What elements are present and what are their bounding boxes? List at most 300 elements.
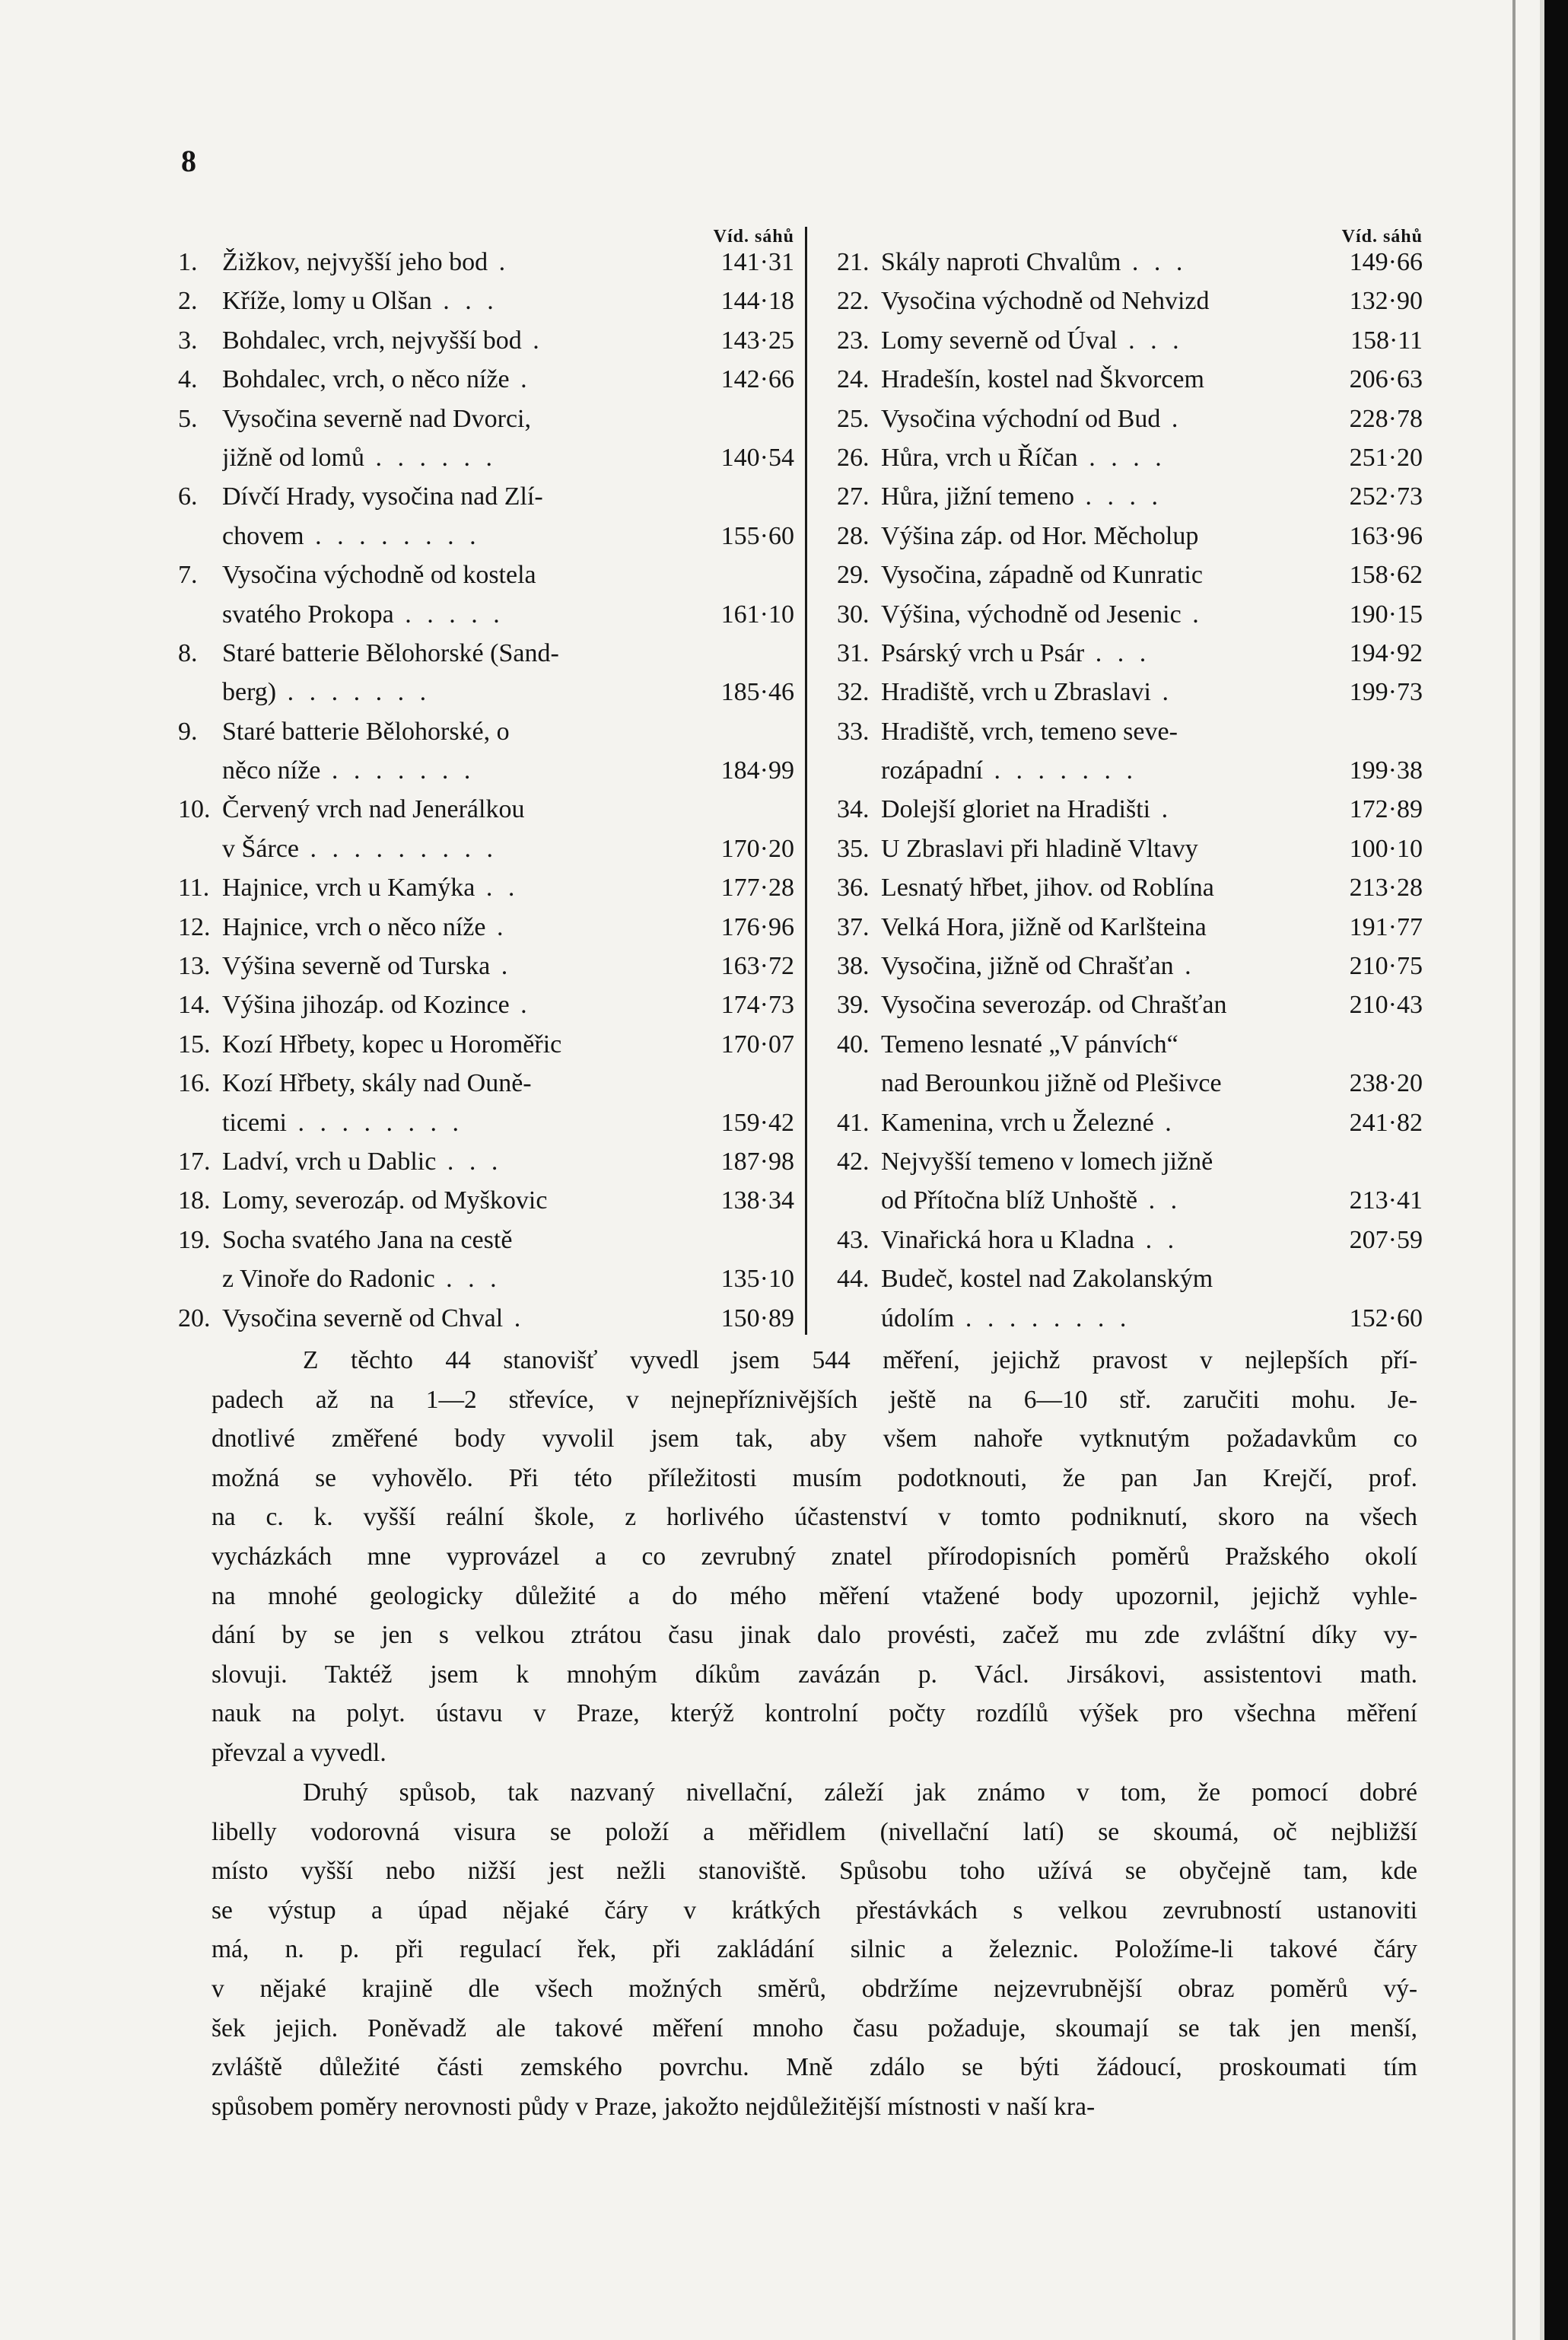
table-row (178, 912, 794, 952)
entry-elevation: 190·15 (1349, 600, 1423, 629)
text-line: slovuji. Taktéž jsem k mnohým díkům zavázán p. Václ. Jirsákovi, assistentovi math. (212, 1660, 1417, 1689)
entry-location (222, 913, 703, 942)
table-row (178, 991, 794, 1030)
table-row-continuation (837, 756, 1423, 795)
entry-number: 31. (837, 638, 870, 667)
entry-location-text: Dívčí Hrady, vysočina nad Zlí- (222, 482, 543, 511)
entry-location-text: Skály naproti Chvalům (881, 248, 1121, 276)
page-edge-line (1512, 0, 1516, 2340)
entry-location-text: Dolejší gloriet na Hradišti (881, 795, 1151, 824)
entry-location-text: Socha svatého Jana na cestě (222, 1225, 513, 1254)
entry-elevation: 140·54 (720, 443, 794, 472)
entry-location-text: Vysočina severozáp. od Chrašťan (881, 991, 1227, 1020)
entry-location (881, 287, 1331, 316)
entry-location-text: něco níže (222, 756, 321, 785)
entry-location (222, 874, 703, 903)
entry-number: 5. (178, 404, 198, 433)
entry-elevation: 191·77 (1349, 912, 1423, 941)
leader-dots: . (485, 912, 508, 941)
elevation-table-left-column (178, 221, 794, 1343)
entry-number: 43. (837, 1225, 870, 1254)
entry-location-text: Hůra, jižní temeno (881, 482, 1074, 511)
table-row (178, 952, 794, 991)
leader-dots: . . . (1121, 248, 1188, 276)
table-row (178, 795, 794, 834)
text-line: na c. k. vyšší reální škole, z horlivého účastenství v tomto podniknutí, skoro na všech (212, 1503, 1417, 1532)
table-row (178, 404, 794, 444)
entry-number: 14. (178, 991, 211, 1020)
entry-location-text: Nejvyšší temeno v lomech jižně (881, 1147, 1213, 1176)
entry-elevation: 199·73 (1349, 678, 1423, 707)
entry-location (881, 482, 1331, 511)
entry-number: 9. (178, 717, 198, 746)
column-divider (805, 227, 807, 1335)
table-row (837, 835, 1423, 874)
entry-location (222, 639, 703, 668)
entry-elevation: 161·10 (720, 600, 794, 629)
entry-location-text: v Šárce (222, 834, 300, 863)
entry-location (222, 365, 703, 394)
text-line: dání by se jen s velkou ztrátou času jinak dalo provésti, začež mu zde zvláštní díky vy- (212, 1621, 1417, 1650)
entry-number: 29. (837, 561, 870, 590)
text-line: libelly vodorovná visura se položí a měřidlem (nivellační latí) se skoumá, oč nejbližší (212, 1817, 1417, 1846)
entry-elevation: 177·28 (720, 874, 794, 903)
table-row (837, 991, 1423, 1030)
table-row-continuation (199, 444, 794, 482)
entry-location (881, 600, 1331, 629)
entry-location-text: Vysočina východně od Nehvizd (881, 287, 1210, 316)
entry-number: 33. (837, 717, 870, 746)
leader-dots: . (1150, 795, 1173, 824)
text-line: spůsobem poměry nerovnosti půdy v Praze, jakožto nejdůležitější místnosti v naší kra- (212, 2092, 1096, 2121)
entry-location-text: Vysočina, jižně od Chrašťan (881, 952, 1174, 981)
entry-number: 35. (837, 834, 870, 863)
text-line: má, n. p. při regulací řek, při zakládání silnic a železnic. Položíme-li takové čáry (212, 1935, 1417, 1964)
entry-elevation: 158·11 (1350, 326, 1423, 355)
leader-dots: . . . . (1077, 443, 1166, 472)
entry-location (222, 248, 703, 277)
entry-number: 11. (178, 874, 210, 903)
entry-number: 26. (837, 443, 870, 472)
leader-dots: . (509, 991, 532, 1020)
table-row (837, 718, 1423, 756)
entry-location-text: z Vinoře do Radonic (222, 1265, 435, 1294)
entry-location (881, 795, 1331, 824)
entry-location (881, 991, 1331, 1020)
entry-elevation: 132·90 (1349, 287, 1423, 316)
entry-number: 22. (837, 287, 870, 316)
entry-number: 6. (178, 482, 198, 511)
entry-elevation: 155·60 (720, 521, 794, 550)
text-line: místo vyšší nebo nižší jest nežli stanoviště. Spůsobu toho užívá se obyčejně tam, kde (212, 1857, 1417, 1886)
entry-location-text: Kříže, lomy u Olšan (222, 287, 432, 316)
entry-number: 30. (837, 600, 870, 629)
entry-number: 28. (837, 521, 870, 550)
entry-elevation: 210·75 (1349, 952, 1423, 981)
entry-location-text: Lomy, severozáp. od Myškovic (222, 1186, 548, 1215)
entry-location (881, 1069, 1331, 1098)
text-line: Z těchto 44 stanovišť vyvedl jsem 544 měření, jejichž pravost v nejlepších pří- (303, 1346, 1417, 1374)
entry-number: 2. (178, 287, 198, 316)
entry-location-text: Vysočina východně od kostela (222, 561, 536, 590)
entry-number: 17. (178, 1147, 211, 1176)
entry-location-text: U Zbraslavi při hladině Vltavy (881, 834, 1198, 863)
table-row (837, 1265, 1423, 1304)
entry-location-text: Hajnice, vrch o něco níže (222, 912, 486, 941)
entry-location-text: rozápadní (881, 756, 984, 785)
leader-dots: . . . . . . . (320, 756, 475, 785)
entry-location (881, 1030, 1331, 1059)
leader-dots: . . . . . . . . (304, 521, 481, 550)
entry-number: 42. (837, 1147, 870, 1176)
entry-number: 4. (178, 365, 198, 394)
entry-location (222, 835, 703, 864)
text-line: nauk na polyt. ústavu v Praze, kterýž kontrolní počty rozdílů výšek pro všechna měření (212, 1699, 1417, 1728)
entry-elevation: 135·10 (720, 1265, 794, 1294)
entry-elevation: 252·73 (1349, 482, 1423, 511)
entry-elevation: 159·42 (720, 1108, 794, 1137)
leader-dots: . . . (431, 287, 498, 316)
entry-location (881, 874, 1331, 903)
text-line: vycházkách mne vyprovázel a co zevrubný znatel přírodopisních poměrů Pražského okolí (212, 1542, 1417, 1571)
table-row (178, 482, 794, 521)
entry-location-text: od Přítočna blíž Unhoště (881, 1186, 1138, 1215)
table-row (837, 913, 1423, 952)
table-row-continuation (837, 1069, 1423, 1108)
entry-location (222, 1226, 703, 1255)
entry-elevation: 150·89 (720, 1304, 794, 1332)
entry-location (881, 1265, 1331, 1294)
entry-location (881, 248, 1331, 277)
leader-dots: . (503, 1304, 526, 1332)
entry-elevation: 184·99 (720, 756, 794, 785)
table-row-continuation (837, 1186, 1423, 1225)
entry-location (881, 756, 1331, 785)
table-row (837, 639, 1423, 678)
leader-dots: . (1173, 952, 1196, 981)
entry-location-text: Lomy severně od Úval (881, 326, 1118, 355)
leader-dots: . (1160, 404, 1183, 433)
entry-number: 18. (178, 1186, 211, 1215)
entry-elevation: 163·96 (1349, 521, 1423, 550)
text-line: Druhý spůsob, tak nazvaný nivellační, záleží jak známo v tom, že pomocí dobré (303, 1778, 1417, 1807)
entry-location (222, 795, 703, 824)
entry-location-text: Psárský vrch u Psár (881, 638, 1085, 667)
entry-number: 40. (837, 1030, 870, 1059)
table-row (837, 482, 1423, 521)
leader-dots: . . (475, 874, 520, 903)
entry-number: 15. (178, 1030, 211, 1059)
table-row (837, 1030, 1423, 1069)
leader-dots: . . . . . . . . . (299, 834, 498, 863)
entry-number: 16. (178, 1069, 211, 1098)
table-row (178, 1147, 794, 1186)
table-row (837, 326, 1423, 365)
entry-location (222, 952, 703, 981)
entry-elevation: 238·20 (1349, 1069, 1423, 1098)
entry-location-text: berg) (222, 678, 277, 707)
entry-location (222, 718, 703, 747)
entry-location-text: Bohdalec, vrch, nejvyšší bod (222, 326, 522, 355)
leader-dots: . . . (1117, 326, 1184, 355)
table-row (837, 444, 1423, 482)
entry-elevation: 174·73 (720, 991, 794, 1020)
table-row (837, 952, 1423, 991)
table-row (178, 248, 794, 287)
entry-location-text: ticemi (222, 1108, 287, 1137)
entry-elevation: 194·92 (1349, 638, 1423, 667)
entry-location (881, 913, 1331, 942)
text-line: se výstup a úpad nějaké čáry v krátkých přestávkách s velkou zevrubností ustanoviti (212, 1896, 1417, 1925)
entry-location-text: Hradiště, vrch u Zbraslavi (881, 678, 1151, 707)
entry-elevation: 100·10 (1349, 834, 1423, 863)
entry-location (881, 639, 1331, 668)
entry-location-text: Bohdalec, vrch, o něco níže (222, 365, 510, 394)
table-row-continuation (199, 1109, 794, 1148)
entry-location (222, 1030, 703, 1059)
entry-number: 38. (837, 952, 870, 981)
leader-dots: . . . . . . . . (286, 1108, 463, 1137)
entry-number: 23. (837, 326, 870, 355)
entry-location-text: Žižkov, nejvyšší jeho bod (222, 248, 488, 276)
leader-dots: . . . . . . (364, 443, 497, 472)
entry-number: 37. (837, 912, 870, 941)
entry-location (881, 1186, 1331, 1215)
entry-location-text: Výšina severně od Turska (222, 952, 491, 981)
leader-dots: . . . . . . . (276, 678, 431, 707)
table-row (178, 561, 794, 600)
entry-location-text: Temeno lesnaté „V pánvích“ (881, 1030, 1178, 1059)
entry-number: 3. (178, 326, 198, 355)
text-line: šek jejich. Poněvadž ale takové měření mnoho času požaduje, skoumají se tak jen menší, (212, 2014, 1417, 2042)
entry-location-text: Velká Hora, jižně od Karlšteina (881, 912, 1207, 941)
entry-number: 21. (837, 248, 870, 276)
table-row-continuation (199, 835, 794, 874)
table-row (178, 638, 794, 678)
entry-location-text: Vysočina východní od Bud (881, 404, 1161, 433)
leader-dots: . (490, 952, 513, 981)
entry-number: 13. (178, 952, 211, 981)
leader-dots: . . . . (1073, 482, 1162, 511)
entry-location (222, 1186, 703, 1215)
entry-location (222, 1109, 703, 1138)
entry-location (881, 678, 1331, 707)
table-row (837, 365, 1423, 404)
entry-location-text: Hradešín, kostel nad Škvorcem (881, 365, 1204, 394)
leader-dots: . (488, 248, 510, 276)
table-row-continuation (199, 600, 794, 639)
entry-elevation: 213·41 (1349, 1186, 1423, 1215)
entry-location-text: Červený vrch nad Jenerálkou (222, 795, 525, 824)
entry-location-text: Hůra, vrch u Říčan (881, 443, 1078, 472)
entry-location (881, 444, 1331, 473)
text-line: zvláště důležité části zemského povrchu. Mně zdálo se býti žádoucí, proskoumati tím (212, 2053, 1417, 2082)
entry-elevation: 142·66 (720, 365, 794, 394)
entry-elevation: 138·34 (720, 1186, 794, 1215)
entry-location (222, 326, 703, 355)
leader-dots: . . . (1084, 638, 1151, 667)
entry-number: 8. (178, 638, 198, 667)
column-header-left (199, 221, 794, 248)
entry-number: 27. (837, 482, 870, 511)
table-row (837, 561, 1423, 600)
entry-location (222, 1304, 703, 1333)
entry-location-text: Hajnice, vrch u Kamýka (222, 874, 475, 903)
table-row (178, 1030, 794, 1069)
entry-number: 7. (178, 561, 198, 590)
table-row-continuation (199, 678, 794, 717)
entry-location-text: Kozí Hřbety, skály nad Ouně- (222, 1069, 532, 1098)
entry-elevation: 170·07 (720, 1030, 794, 1059)
entry-elevation: 143·25 (720, 326, 794, 355)
leader-dots: . . (1134, 1225, 1179, 1254)
leader-dots: . (1153, 1108, 1176, 1137)
entry-location-text: Výšina záp. od Hor. Měcholup (881, 521, 1199, 550)
entry-location (222, 444, 703, 473)
column-header-right (837, 221, 1423, 248)
entry-elevation: 241·82 (1349, 1108, 1423, 1137)
entry-location-text: Ladví, vrch u Dablic (222, 1147, 437, 1176)
entry-location (222, 287, 703, 316)
text-line: v nějaké krajině dle všech možných směrů, obdržíme nejzevrubnější obraz poměrů vý- (212, 1974, 1417, 2003)
entry-location (222, 600, 703, 629)
entry-location (222, 756, 703, 785)
table-row (178, 326, 794, 365)
entry-location-text: Lesnatý hřbet, jihov. od Roblína (881, 874, 1214, 903)
table-row (837, 1226, 1423, 1265)
entry-elevation: 176·96 (720, 912, 794, 941)
table-row (178, 1069, 794, 1108)
entry-elevation: 158·62 (1349, 561, 1423, 590)
table-row (837, 287, 1423, 326)
entry-location (222, 1069, 703, 1098)
entry-location-text: Budeč, kostel nad Zakolanským (881, 1265, 1213, 1294)
entry-location-text: chovem (222, 521, 304, 550)
entry-location-text: svatého Prokopa (222, 600, 394, 629)
entry-elevation: 228·78 (1349, 404, 1423, 433)
table-row (178, 365, 794, 404)
entry-location (881, 835, 1331, 864)
entry-number: 34. (837, 795, 870, 824)
table-row (178, 1225, 794, 1265)
entry-location (881, 1304, 1331, 1333)
entry-location-text: Výšina, východně od Jesenic (881, 600, 1182, 629)
entry-location (881, 326, 1331, 355)
leader-dots: . . . (434, 1265, 501, 1294)
entry-elevation: 207·59 (1349, 1225, 1423, 1254)
table-row (837, 405, 1423, 444)
entry-number: 10. (178, 795, 211, 824)
leader-dots: . . (1137, 1186, 1182, 1215)
paragraph-measurements (212, 1341, 1417, 1773)
entry-elevation: 152·60 (1349, 1304, 1423, 1332)
entry-location (222, 678, 703, 707)
entry-number: 1. (178, 248, 198, 276)
entry-location-text: Výšina jihozáp. od Kozince (222, 991, 510, 1020)
text-line: převzal a vyvedl. (212, 1738, 386, 1767)
entry-location (881, 1109, 1331, 1138)
entry-number: 32. (837, 678, 870, 707)
entry-elevation: 206·63 (1349, 365, 1423, 394)
table-row (178, 287, 794, 326)
entry-elevation: 251·20 (1349, 443, 1423, 472)
table-row (178, 1186, 794, 1225)
table-row (837, 795, 1423, 834)
text-line: padech až na 1—2 střevíce, v nejnepříznivějších ještě na 6—10 stř. zaručiti mohu. Je- (212, 1385, 1417, 1414)
page-number: 8 (181, 144, 196, 178)
entry-location (881, 365, 1331, 394)
entry-elevation: 172·89 (1349, 795, 1423, 824)
table-row-continuation (199, 1265, 794, 1304)
entry-location-text: jižně od lomů (222, 443, 364, 472)
entry-location (881, 1226, 1331, 1255)
entry-elevation: 199·38 (1349, 756, 1423, 785)
column-header-left-label: Víd. sáhů (713, 227, 794, 247)
leader-dots: . . . . . (393, 600, 504, 629)
entry-number: 20. (178, 1304, 211, 1332)
entry-number: 24. (837, 365, 870, 394)
leader-dots: . . . . . . . (983, 756, 1138, 785)
entry-number: 19. (178, 1225, 211, 1254)
table-row (837, 874, 1423, 912)
entry-location (222, 1148, 703, 1176)
entry-location (222, 522, 703, 551)
entry-location-text: Kamenina, vrch u Železné (881, 1108, 1154, 1137)
table-row (837, 678, 1423, 717)
entry-location (881, 405, 1331, 434)
table-row (837, 600, 1423, 639)
entry-location-text: údolím (881, 1304, 955, 1332)
entry-location (222, 482, 703, 511)
entry-location-text: Staré batterie Bělohorské, o (222, 717, 510, 746)
table-row (837, 1148, 1423, 1186)
entry-location-text: Vysočina severně od Chval (222, 1304, 504, 1332)
entry-location (222, 561, 703, 590)
table-row-continuation (199, 756, 794, 795)
leader-dots: . (521, 326, 544, 355)
entry-number: 39. (837, 991, 870, 1020)
table-row (837, 248, 1423, 287)
entry-elevation: 144·18 (720, 287, 794, 316)
entry-location-text: Hradiště, vrch, temeno seve- (881, 717, 1178, 746)
entry-location-text: Vysočina severně nad Dvorci, (222, 404, 531, 433)
entry-location (881, 1148, 1331, 1176)
entry-number: 25. (837, 404, 870, 433)
entry-number: 12. (178, 912, 211, 941)
entry-number: 36. (837, 874, 870, 903)
entry-elevation: 149·66 (1349, 248, 1423, 276)
leader-dots: . (509, 365, 532, 394)
entry-location (222, 405, 703, 434)
table-row (178, 717, 794, 756)
entry-elevation: 185·46 (720, 678, 794, 707)
entry-location (222, 1265, 703, 1294)
entry-location (881, 522, 1331, 551)
leader-dots: . . . (436, 1147, 503, 1176)
entry-location-text: Vinařická hora u Kladna (881, 1225, 1135, 1254)
text-line: dnotlivé změřené body vyvolil jsem tak, aby všem nahoře vytknutým požadavkům co (212, 1425, 1417, 1453)
entry-elevation: 187·98 (720, 1147, 794, 1176)
entry-location-text: Vysočina, západně od Kunratic (881, 561, 1203, 590)
entry-elevation: 213·28 (1349, 874, 1423, 903)
table-row (178, 874, 794, 912)
paragraph-nivellation (212, 1773, 1417, 2126)
entry-elevation: 141·31 (720, 248, 794, 276)
table-row (178, 1304, 794, 1343)
entry-elevation: 210·43 (1349, 991, 1423, 1020)
entry-location-text: nad Berounkou jižně od Plešivce (881, 1069, 1222, 1098)
entry-elevation: 163·72 (720, 952, 794, 981)
